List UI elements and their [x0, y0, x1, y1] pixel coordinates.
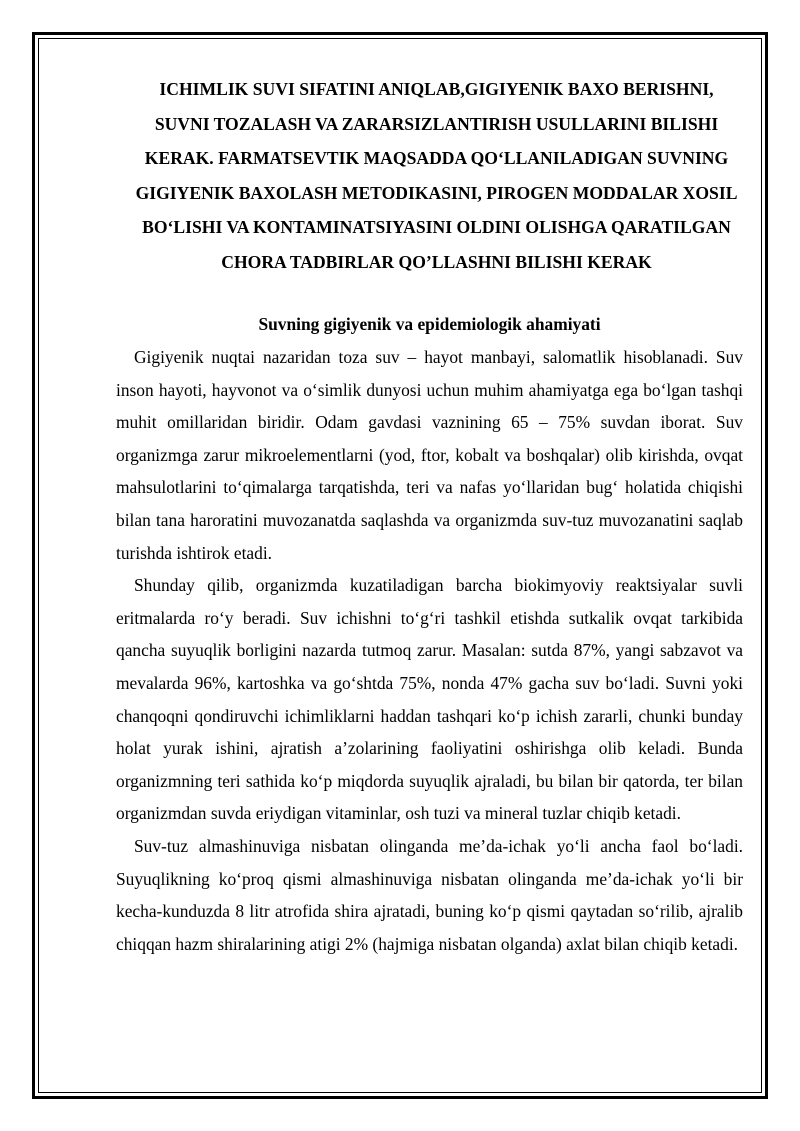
- paragraph-3: Suv-tuz almashinuviga nisbatan olinganda me’da-ichak yo‘li ancha faol bo‘ladi. Suyuqlikning ko‘proq qismi almashinuviga nisbatan olinganda me’da-ichak yo‘li bir kecha-kunduzda 8 litr atrofida shira ajratadi, buning ko‘p qismi qaytadan so‘rilib, ajralib chiqqan hazm shiralarining atigi 2% (hajmiga nisbatan olganda) axlat bilan chiqib ketadi.: [116, 835, 743, 954]
- paragraph-2: Shunday qilib, organizmda kuzatiladigan barcha biokimyoviy reaktsiyalar suvli eritmalarda ro‘y beradi. Suv ichishni to‘g‘ri tashkil etishda sutkalik ovqat tarkibida qancha suyuqlik borligini nazarda tutmoq zarur. Masalan: sutda 87%, yangi sabzavot va mevalarda 96%, kartoshka va go‘shtda 75%, nonda 47% gacha suv bo‘ladi. Suvni yoki chanqoqni qondiruvchi ichimliklarni haddan tashqari ko‘p ichish zararli, chunki bunday holat yurak ishini, ajratish a’zolarining faoliyatini oshirishga olib keladi. Bunda organizmning teri sathida ko‘p miqdorda suyuqlik ajraladi, bu bilan bir qatorda, ter bilan organizmdan suvda eriydigan vitaminlar, osh tuzi va mineral tuzlar chiqib ketadi.: [116, 575, 743, 824]
- section-title: Suvning gigiyenik va epidemiologik ahamiyati: [258, 314, 601, 334]
- document-body: [116, 72, 743, 960]
- document-title: ICHIMLIK SUVI SIFATINI ANIQLAB,GIGIYENIK BAXO BERISHNI, SUVNI TOZALASH VA ZARARSIZLANTIRISH USULLARINI BILISHI KERAK. FARMATSEVTIK MAQSADDA QO‘LLANILADIGAN SUVNING GIGIYENIK BAXOLASH METODIKASINI, PIROGEN MODDALAR XOSIL BO‘LISHI VA KONTAMINATSIYASINI OLDINI OLISHGA QARATILGAN CHORA TADBIRLAR QO’LLASHNI BILISHI KERAK: [135, 79, 738, 272]
- paragraph-1: Gigiyenik nuqtai nazaridan toza suv – hayot manbayi, salomatlik hisoblanadi. Suv inson hayoti, hayvonot va o‘simlik dunyosi uchun muhim ahamiyatga ega bo‘lgan tashqi muhit omillaridan biridir. Odam gavdasi vaznining 65 – 75% suvdan iborat. Suv organizmga zarur mikroelementlarni (yod, ftor, kobalt va boshqalar) olib kirishda, ovqat mahsulotlarini to‘qimalarga tarqatishda, teri va nafas yo‘llaridan bug‘ holatida chiqishi bilan tana haroratini muvozanatda saqlashda va organizmda suv-tuz muvozanatini saqlab turishda ishtirok etadi.: [116, 347, 743, 563]
